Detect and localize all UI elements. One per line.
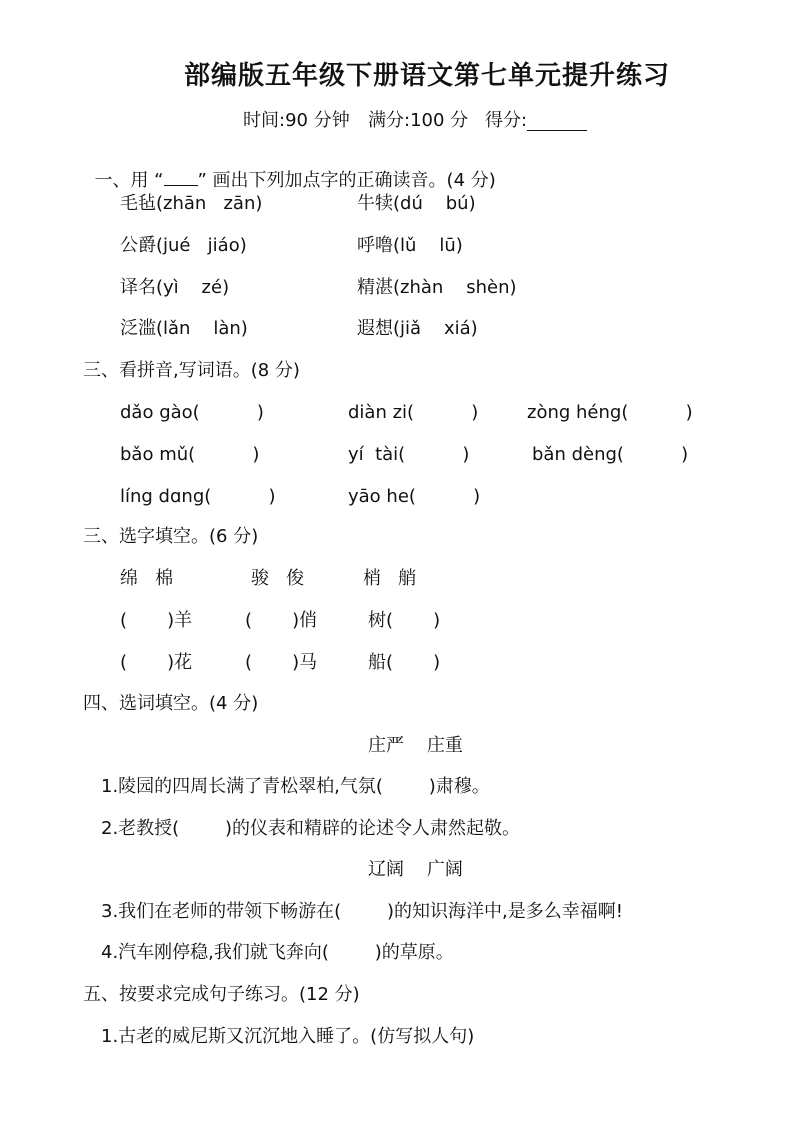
pinyin-write-item[interactable]: zòng héng( )	[527, 402, 693, 423]
char-choice-pair: 梢 艄	[363, 568, 417, 589]
score-blank[interactable]	[527, 130, 587, 131]
fill-sentence[interactable]: 3.我们在老师的带领下畅游在( )的知识海洋中,是多么幸福啊!	[101, 901, 623, 922]
pinyin-write-item[interactable]: líng dɑng( )	[120, 486, 276, 507]
pinyin-write-item[interactable]: diàn zi( )	[348, 402, 479, 423]
pinyin-choice-item: 泛滥(lǎn làn)	[120, 318, 248, 339]
char-fill-blank[interactable]: ( )羊	[120, 610, 193, 631]
pinyin-choice-item: 译名(yì zé)	[120, 277, 230, 298]
section-1-heading-post: ” 画出下列加点字的正确读音。(4 分)	[197, 170, 496, 191]
page-title: 部编版五年级下册语文第七单元提升练习	[184, 61, 671, 91]
section-4-heading: 四、选词填空。(4 分)	[83, 693, 259, 714]
exam-score-label: 得分:	[485, 110, 528, 131]
char-fill-blank[interactable]: ( )花	[120, 652, 193, 673]
pinyin-write-item[interactable]: bǎn dèng( )	[532, 444, 689, 465]
exam-full-score: 满分:100 分	[368, 110, 469, 131]
pinyin-write-item[interactable]: yí tài( )	[348, 444, 470, 465]
char-fill-blank[interactable]: 树( )	[368, 610, 441, 631]
section-1-heading	[83, 154, 496, 190]
pinyin-choice-item: 牛犊(dú bú)	[357, 193, 476, 214]
section-3-heading: 三、选字填空。(6 分)	[83, 526, 259, 547]
char-fill-blank[interactable]: 船( )	[368, 652, 441, 673]
pinyin-choice-item: 毛毡(zhān zān)	[120, 193, 263, 214]
pinyin-write-item[interactable]: yāo he( )	[348, 486, 481, 507]
section-5-heading: 五、按要求完成句子练习。(12 分)	[83, 984, 360, 1005]
pinyin-choice-item: 精湛(zhàn shèn)	[357, 277, 517, 298]
fill-sentence[interactable]: 1.陵园的四周长满了青松翠柏,气氛( )肃穆。	[101, 776, 490, 797]
char-choice-pair: 绵 棉	[120, 568, 174, 589]
char-fill-blank[interactable]: ( )马	[245, 652, 318, 673]
word-choice-group: 庄严 庄重	[368, 735, 463, 756]
section-1-heading-pre: 一、用 “	[94, 170, 164, 191]
underline-sample	[164, 184, 198, 186]
sentence-task: 1.古老的威尼斯又沉沉地入睡了。(仿写拟人句)	[101, 1026, 475, 1047]
pinyin-choice-item: 呼噜(lǔ lū)	[357, 235, 463, 256]
pinyin-choice-item: 公爵(jué jiáo)	[120, 235, 247, 256]
fill-sentence[interactable]: 2.老教授( )的仪表和精辟的论述令人肃然起敬。	[101, 818, 520, 839]
exam-time: 时间:90 分钟	[243, 110, 350, 131]
word-choice-group: 辽阔 广阔	[368, 859, 463, 880]
pinyin-write-item[interactable]: dǎo gào( )	[120, 402, 264, 423]
fill-sentence[interactable]: 4.汽车刚停稳,我们就飞奔向( )的草原。	[101, 942, 454, 963]
char-choice-pair: 骏 俊	[251, 568, 305, 589]
pinyin-write-item[interactable]: bǎo mǔ( )	[120, 444, 260, 465]
pinyin-choice-item: 遐想(jiǎ xiá)	[357, 318, 478, 339]
char-fill-blank[interactable]: ( )俏	[245, 610, 318, 631]
section-2-heading: 三、看拼音,写词语。(8 分)	[83, 360, 300, 381]
